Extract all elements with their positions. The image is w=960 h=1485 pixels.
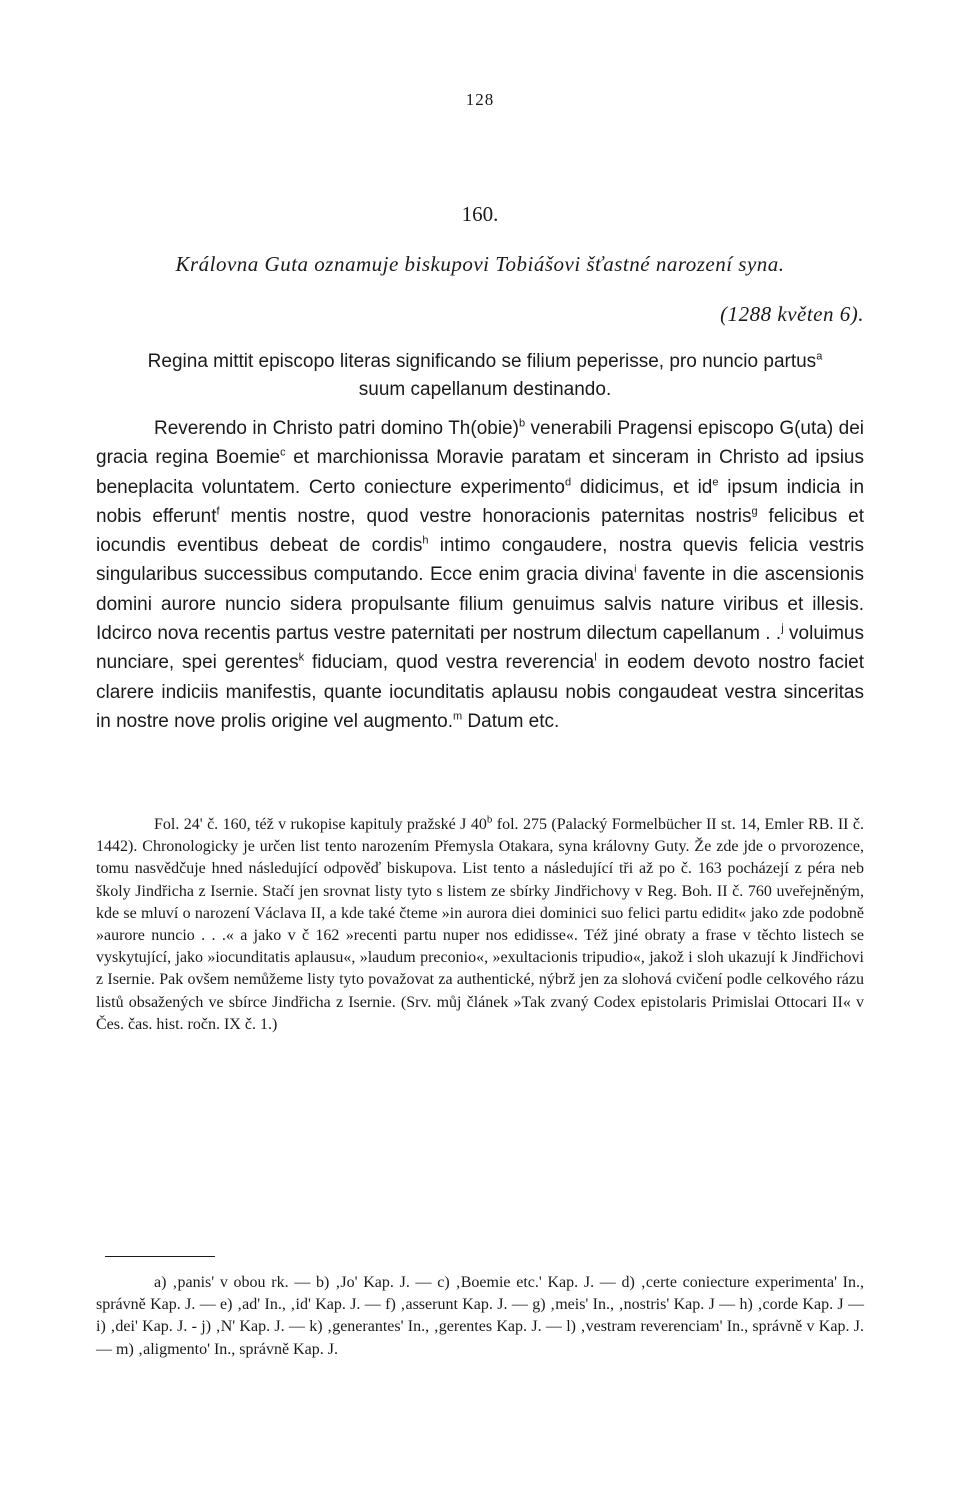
document-title: Královna Guta oznamuje biskupovi Tobiášovi šťastné narození syna.	[175, 252, 785, 276]
regest	[140, 348, 830, 404]
main-text-segment: mentis nostre, quod vestre honoracionis paternitas nostris	[219, 505, 752, 527]
main-text-segment: favente in die ascensionis domini aurore nuncio sidera propulsante filium genuimus salvis nature viribus et illesis. Idcirco nova recentis partus vestre paternitati per nostrum dilectum capellanum . .	[96, 564, 864, 645]
footnote-marker: m	[452, 710, 463, 723]
page-number: 128	[465, 90, 495, 109]
main-text-segment: ipsum indicia in nobis efferunt	[96, 476, 865, 527]
main-text-segment: Reverendo in Christo patri domino Th(obie)	[154, 418, 519, 439]
main-text	[96, 414, 864, 736]
critical-apparatus: a) ‚panis' v obou rk. — b) ‚Jo' Kap. J. — c) ‚Boemie etc.' Kap. J. — d) ‚certe coniecture experimenta' In., správně Kap. J. — e) ‚ad' In., ‚id' Kap. J. — f) ‚asserunt Kap. J. — g) ‚meis' In., ‚nostris' Kap. J — h) ‚corde Kap. J — i) ‚dei' Kap. J. - j) ‚N' Kap. J. — k) ‚generantes' In., ‚gerentes Kap. J. — l) ‚vestram reverenciam' In., správně v Kap. J. — m) ‚aligmento' In., správně Kap. J.	[96, 1274, 864, 1358]
footnote-marker: h	[422, 534, 429, 547]
footnote-marker: a	[816, 350, 823, 363]
footnote-marker: j	[781, 622, 784, 635]
footnote-marker: i	[634, 564, 637, 577]
footnote-marker: b	[486, 813, 493, 826]
document-date: (1288 květen 6).	[720, 302, 864, 326]
main-text-segment: intimo congaudere, nostra quevis felicia vestris singularibus successibus computando. Ecce enim gracia divina	[96, 535, 864, 586]
regest-text: suum capellanum destinando.	[358, 379, 612, 400]
editorial-note-text: Fol. 24' č. 160, též v rukopise kapituly pražské J 40	[154, 816, 487, 833]
main-text-segment: didicimus, et id	[571, 476, 713, 498]
footnote-separator	[105, 1256, 215, 1257]
main-text-segment: Datum etc.	[462, 710, 560, 732]
main-text-segment: voluimus nunciare, spei gerentes	[96, 623, 865, 674]
main-text-segment: in eodem devoto nostro faciet clarere indiciis manifestis, quante iocunditatis aplausu nobis congaudeat vestra sinceritas in nostre nove prolis origine vel augmento.	[96, 652, 865, 732]
main-text-segment: fiduciam, quod vestra reverencia	[304, 652, 595, 674]
document-number: 160.	[461, 202, 499, 226]
main-text-segment: felicibus et iocundis eventibus debeat de cordis	[96, 505, 865, 557]
footnote-marker: c	[280, 446, 286, 459]
footnote-marker: k	[298, 652, 305, 665]
editorial-note-text: fol. 275 (Palacký Formelbücher II st. 14, Emler RB. II č. 1442). Chronologicky je určen list tento narozením Přemysla Otakara, syna královny Guty. Že zde jde o prvorozence, tomu nasvědčuje hned následující odpověď biskupova. List tento a následující tři až po č. 163 pocházejí z péra neb školy Jindřicha z Isernie. Stačí jen srovnat listy tyto s listem ze sbírky Jindřichovy v Reg. Boh. II č. 760 uveřejněným, kde se mluví o narození Václava II, a kde také čteme »in aurora diei dominici suo felici partu edidit« jako zde podobně »aurore nuncio . . .« a jako v č 162 »recenti partu nuper nos edidisse«. Též jiné obraty a frase v těchto listech se vyskytující, jako »iocunditatis aplausu«, »laudum preconio«, »exultacionis tripudio«, jakož i sloh ukazují k Jindřichovi z Isernie. Pak ovšem nemůžeme listy tyto považovat za authentické, nýbrž jen za slohová cvičení podle celkového rázu listů obsažených ve sbírce Jindřicha z Isernie. (Srv. můj článek »Tak zvaný Codex epistolaris Primislai Ottocari II« v Čes. čas. hist. ročn. IX č. 1.)	[96, 816, 864, 1033]
footnote-marker: e	[712, 476, 719, 489]
footnote-marker: d	[564, 476, 572, 489]
footnote-marker: l	[594, 652, 597, 665]
footnote-marker: g	[751, 505, 758, 518]
main-text-segment: et marchionissa Moravie paratam et sinceram in Christo ad ipsius beneplacita voluntatem. Certo coniecture experimento	[96, 447, 865, 498]
footnote-marker: f	[216, 505, 220, 518]
footnote-marker: b	[518, 417, 526, 430]
main-text-segment: venerabili Pragensi episcopo G(uta) dei gracia regina Boemie	[96, 418, 864, 469]
regest-text: Regina mittit episcopo literas significando se filium peperisse, pro nuncio partus	[147, 351, 817, 372]
editorial-note	[96, 814, 864, 1036]
